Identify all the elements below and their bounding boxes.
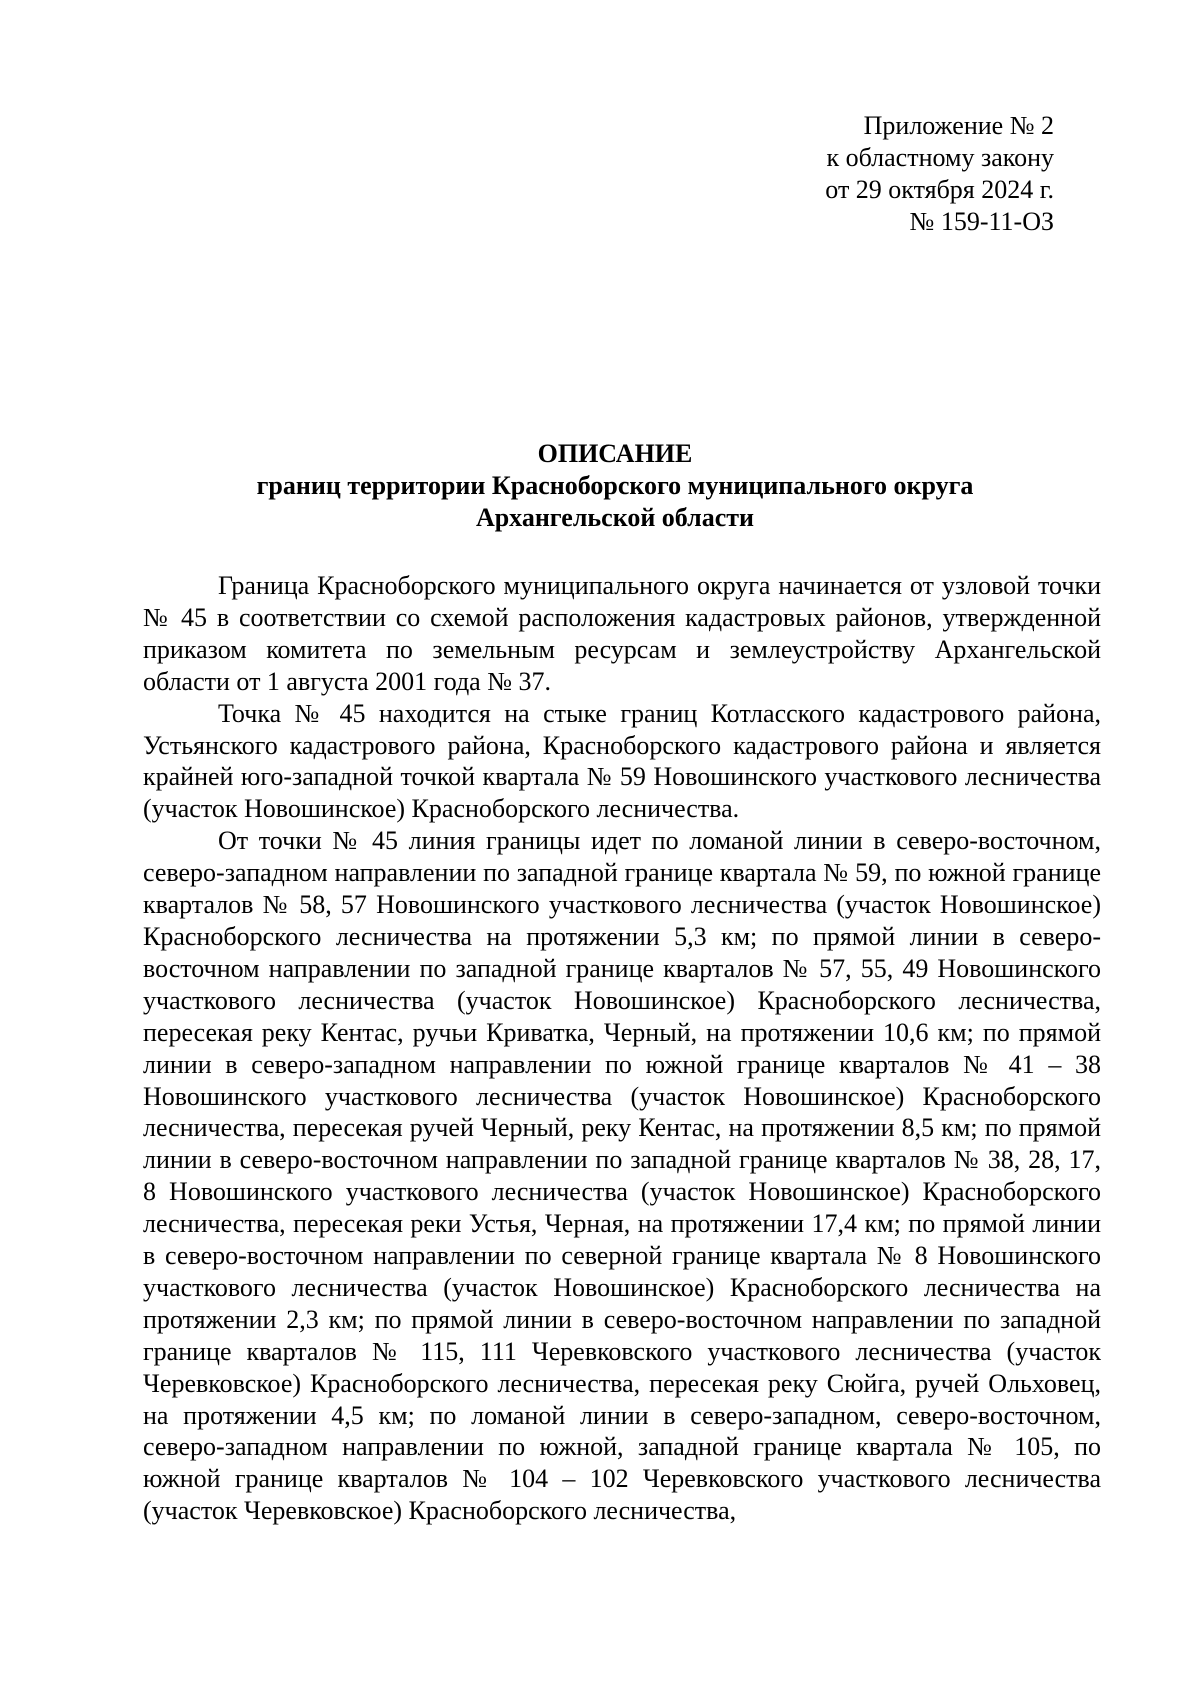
body-paragraph: Точка № 45 находится на стыке границ Котласского кадастрового района, Устьянского кадастрового района, Красноборского кадастрового района и является крайней юго-западной точкой квартала № 59 Новошинского участкового лесничества (участок Новошинское) Красноборского лесничества. (143, 698, 1101, 824)
document-body (143, 570, 1101, 1527)
appendix-law-reference: к областному закону (826, 143, 1054, 172)
title-region: Архангельской области (475, 503, 755, 532)
appendix-law-number: № 159-11-ОЗ (909, 207, 1054, 236)
appendix-header (825, 110, 1054, 238)
title-heading: ОПИСАНИЕ (537, 439, 693, 468)
appendix-number: Приложение № 2 (863, 111, 1054, 140)
document-title (140, 438, 1090, 534)
body-paragraph: От точки № 45 линия границы идет по ломаной линии в северо-восточном, северо-западном направлении по западной границе квартала № 59, по южной границе кварталов № 58, 57 Новошинского участкового лесничества (участок Новошинское) Красноборского лесничества на протяжении 5,3 км; по прямой линии в северо-восточном направлении по западной границе кварталов № 57, 55, 49 Новошинского участкового лесничества (участок Новошинское) Красноборского лесничества, пересекая реку Кентас, ручьи Криватка, Черный, на протяжении 10,6 км; по прямой линии в северо-западном направлении по южной границе кварталов № 41 – 38 Новошинского участкового лесничества (участок Новошинское) Красноборского лесничества, пересекая ручей Черный, реку Кентас, на протяжении 8,5 км; по прямой линии в северо-восточном направлении по западной границе кварталов № 38, 28, 17, 8 Новошинского участкового лесничества (участок Новошинское) Красноборского лесничества, пересекая реки Устья, Черная, на протяжении 17,4 км; по прямой линии в северо-восточном направлении по северной границе квартала № 8 Новошинского участкового лесничества (участок Новошинское) Красноборского лесничества на протяжении 2,3 км; по прямой линии в северо-восточном направлении по западной границе кварталов № 115, 111 Черевковского участкового лесничества (участок Черевковское) Красноборского лесничества, пересекая реку Сюйга, ручей Ольховец, на протяжении 4,5 км; по ломаной линии в северо-западном, северо-восточном, северо-западном направлении по южной, западной границе квартала № 105, по южной границе кварталов № 104 – 102 Черевковского участкового лесничества (участок Черевковское) Красноборского лесничества, (143, 826, 1101, 1526)
title-subject: границ территории Красноборского муниципального округа (256, 471, 974, 500)
body-paragraph: Граница Красноборского муниципального округа начинается от узловой точки № 45 в соответствии со схемой расположения кадастровых районов, утвержденной приказом комитета по земельным ресурсам и землеустройству Архангельской области от 1 августа 2001 года № 37. (143, 571, 1101, 696)
appendix-law-date: от 29 октября 2024 г. (825, 175, 1054, 204)
